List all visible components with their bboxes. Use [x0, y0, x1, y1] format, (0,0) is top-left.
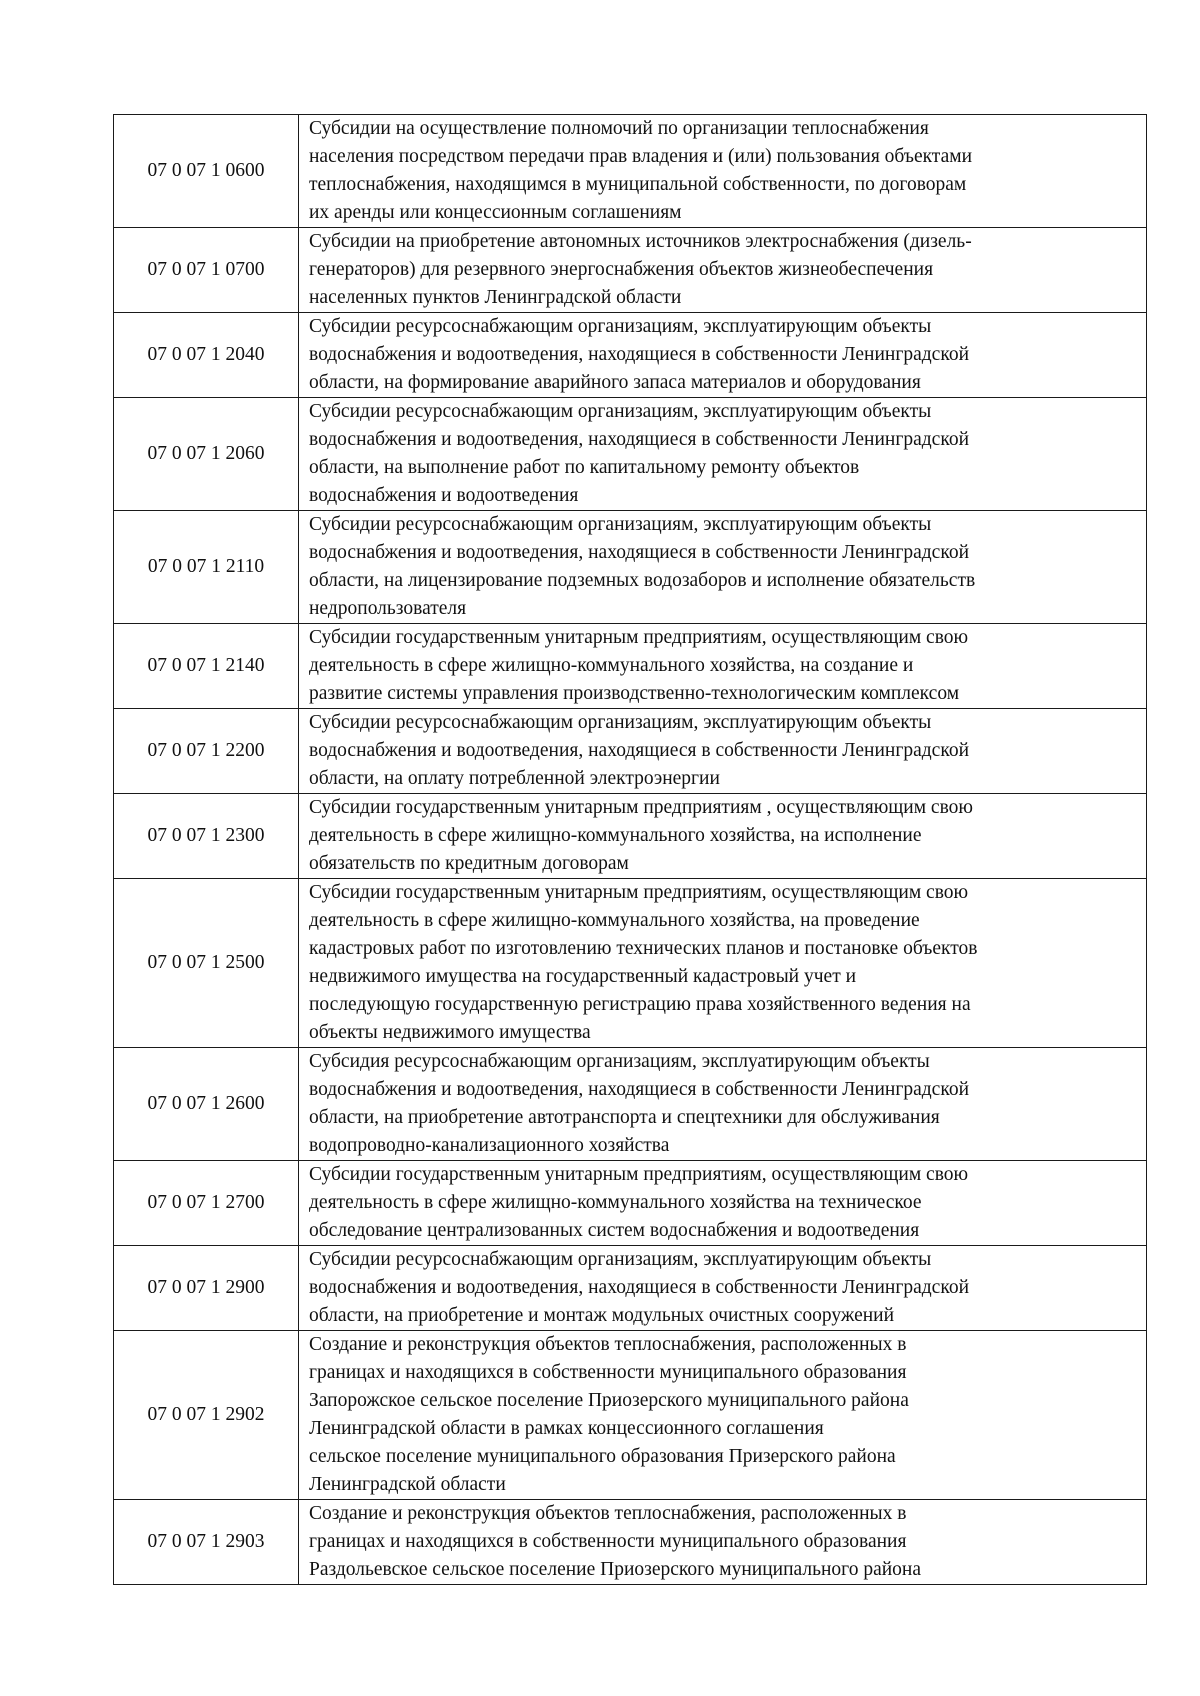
description-line: недвижимого имущества на государственный кадастровый учет и: [309, 966, 857, 987]
description-cell: [299, 709, 1147, 794]
description-cell: [299, 313, 1147, 398]
table-body: [114, 115, 1147, 1585]
description-line: области, на приобретение и монтаж модульных очистных сооружений: [309, 1305, 895, 1326]
classification-code-cell: 07 0 07 1 0600: [114, 115, 299, 228]
description-line: деятельность в сфере жилищно-коммунального хозяйства, на исполнение: [309, 825, 922, 846]
description-cell: [299, 1161, 1147, 1246]
description-line: Субсидии государственным унитарным предприятиям , осуществляющим свою: [309, 797, 973, 818]
description-line: недропользователя: [309, 598, 467, 619]
classification-code-cell: 07 0 07 1 2903: [114, 1500, 299, 1585]
description-line: Ленинградской области в рамках концессионного соглашения: [309, 1418, 824, 1439]
table-row: [114, 115, 1147, 228]
table-row: [114, 398, 1147, 511]
description-line: водопроводно-канализационного хозяйства: [309, 1135, 670, 1156]
table-row: [114, 1246, 1147, 1331]
description-line: населенных пунктов Ленинградской области: [309, 287, 682, 308]
classification-code-cell: 07 0 07 1 2500: [114, 879, 299, 1048]
description-line: Субсидия ресурсоснабжающим организациям, эксплуатирующим объекты: [309, 1051, 930, 1072]
description-line: границах и находящихся в собственности муниципального образования: [309, 1531, 907, 1552]
description-line: Субсидии государственным унитарным предприятиям, осуществляющим свою: [309, 1164, 969, 1185]
budget-classification-table: [113, 114, 1147, 1585]
description-cell: [299, 879, 1147, 1048]
classification-code-cell: 07 0 07 1 2200: [114, 709, 299, 794]
description-line: границах и находящихся в собственности муниципального образования: [309, 1362, 907, 1383]
description-line: объекты недвижимого имущества: [309, 1022, 591, 1043]
description-cell: [299, 115, 1147, 228]
description-line: Создание и реконструкция объектов теплоснабжения, расположенных в: [309, 1334, 907, 1355]
description-line: Субсидии на осуществление полномочий по организации теплоснабжения: [309, 118, 929, 139]
description-line: Субсидии на приобретение автономных источников электроснабжения (дизель-: [309, 231, 972, 252]
description-line: Субсидии ресурсоснабжающим организациям, эксплуатирующим объекты: [309, 1249, 932, 1270]
table-row: [114, 794, 1147, 879]
description-line: последующую государственную регистрацию права хозяйственного ведения на: [309, 994, 971, 1015]
description-line: Раздольевское сельское поселение Приозерского муниципального района: [309, 1559, 922, 1580]
description-line: области, на приобретение автотранспорта и спецтехники для обслуживания: [309, 1107, 940, 1128]
description-line: Ленинградской области: [309, 1474, 506, 1495]
description-cell: [299, 1048, 1147, 1161]
description-line: Субсидии ресурсоснабжающим организациям, эксплуатирующим объекты: [309, 401, 932, 422]
description-line: водоснабжения и водоотведения, находящиеся в собственности Ленинградской: [309, 542, 970, 563]
description-line: области, на формирование аварийного запаса материалов и оборудования: [309, 372, 921, 393]
description-line: сельское поселение муниципального образования Призерского района: [309, 1446, 896, 1467]
description-line: Субсидии ресурсоснабжающим организациям, эксплуатирующим объекты: [309, 316, 932, 337]
description-line: Субсидии государственным унитарным предприятиям, осуществляющим свою: [309, 882, 969, 903]
description-line: обязательств по кредитным договорам: [309, 853, 629, 874]
table-row: [114, 228, 1147, 313]
classification-code-cell: 07 0 07 1 2060: [114, 398, 299, 511]
table-row: [114, 624, 1147, 709]
description-line: деятельность в сфере жилищно-коммунального хозяйства, на проведение: [309, 910, 920, 931]
table-row: [114, 511, 1147, 624]
description-line: генераторов) для резервного энергоснабжения объектов жизнеобеспечения: [309, 259, 934, 280]
description-line: водоснабжения и водоотведения: [309, 485, 579, 506]
description-cell: [299, 794, 1147, 879]
description-line: деятельность в сфере жилищно-коммунального хозяйства, на создание и: [309, 655, 914, 676]
table-row: [114, 709, 1147, 794]
table-row: [114, 313, 1147, 398]
classification-code-cell: 07 0 07 1 2300: [114, 794, 299, 879]
classification-code-cell: 07 0 07 1 2902: [114, 1331, 299, 1500]
classification-code-cell: 07 0 07 1 2140: [114, 624, 299, 709]
description-line: водоснабжения и водоотведения, находящиеся в собственности Ленинградской: [309, 1079, 970, 1100]
description-cell: [299, 1246, 1147, 1331]
description-cell: [299, 1331, 1147, 1500]
classification-code-cell: 07 0 07 1 2600: [114, 1048, 299, 1161]
description-line: кадастровых работ по изготовлению технических планов и постановке объектов: [309, 938, 978, 959]
table-row: [114, 1500, 1147, 1585]
table-row: [114, 879, 1147, 1048]
classification-code-cell: 07 0 07 1 0700: [114, 228, 299, 313]
description-line: развитие системы управления производственно-технологическим комплексом: [309, 683, 960, 704]
description-line: области, на лицензирование подземных водозаборов и исполнение обязательств: [309, 570, 976, 591]
description-line: Субсидии ресурсоснабжающим организациям, эксплуатирующим объекты: [309, 712, 932, 733]
table-row: [114, 1331, 1147, 1500]
description-line: водоснабжения и водоотведения, находящиеся в собственности Ленинградской: [309, 1277, 970, 1298]
description-line: Субсидии ресурсоснабжающим организациям, эксплуатирующим объекты: [309, 514, 932, 535]
description-line: области, на выполнение работ по капитальному ремонту объектов: [309, 457, 860, 478]
description-cell: [299, 624, 1147, 709]
description-line: Субсидии государственным унитарным предприятиям, осуществляющим свою: [309, 627, 969, 648]
classification-code-cell: 07 0 07 1 2040: [114, 313, 299, 398]
description-line: населения посредством передачи прав владения и (или) пользования объектами: [309, 146, 972, 167]
description-line: их аренды или концессионным соглашениям: [309, 202, 682, 223]
description-line: области, на оплату потребленной электроэнергии: [309, 768, 720, 789]
classification-code-cell: 07 0 07 1 2700: [114, 1161, 299, 1246]
table-row: [114, 1161, 1147, 1246]
classification-code-cell: 07 0 07 1 2900: [114, 1246, 299, 1331]
description-line: водоснабжения и водоотведения, находящиеся в собственности Ленинградской: [309, 344, 970, 365]
classification-code-cell: 07 0 07 1 2110: [114, 511, 299, 624]
description-line: Запорожское сельское поселение Приозерского муниципального района: [309, 1390, 909, 1411]
description-cell: [299, 511, 1147, 624]
description-cell: [299, 1500, 1147, 1585]
description-cell: [299, 398, 1147, 511]
description-line: теплоснабжения, находящимся в муниципальной собственности, по договорам: [309, 174, 967, 195]
description-line: водоснабжения и водоотведения, находящиеся в собственности Ленинградской: [309, 740, 970, 761]
description-line: Создание и реконструкция объектов теплоснабжения, расположенных в: [309, 1503, 907, 1524]
description-cell: [299, 228, 1147, 313]
table-row: [114, 1048, 1147, 1161]
description-line: деятельность в сфере жилищно-коммунального хозяйства на техническое: [309, 1192, 922, 1213]
description-line: водоснабжения и водоотведения, находящиеся в собственности Ленинградской: [309, 429, 970, 450]
description-line: обследование централизованных систем водоснабжения и водоотведения: [309, 1220, 920, 1241]
